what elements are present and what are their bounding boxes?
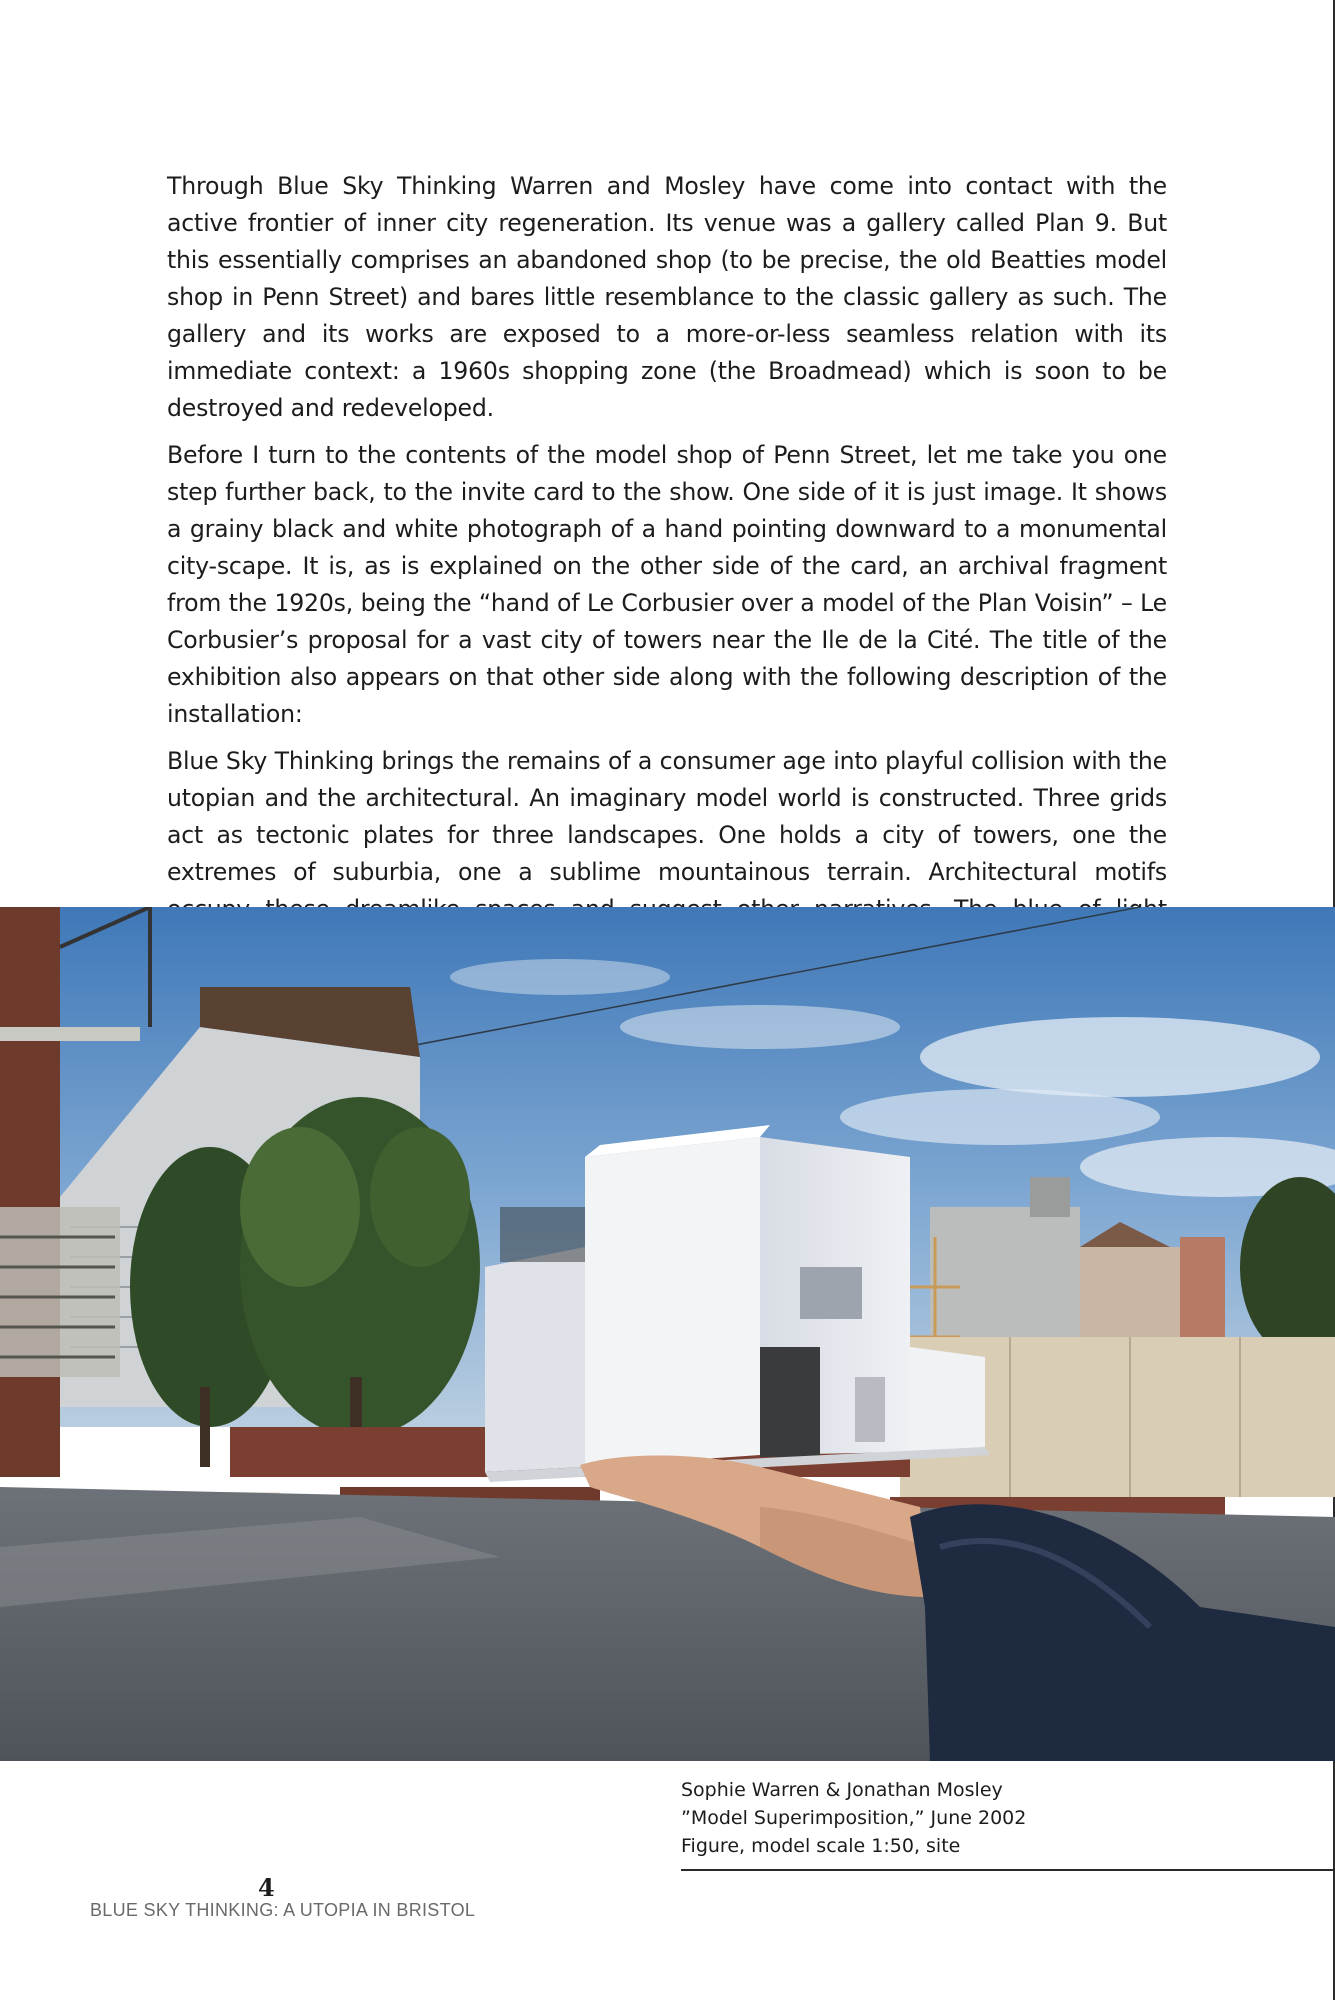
cloud [840,1089,1160,1145]
paragraph-1: Through Blue Sky Thinking Warren and Mosley have come into contact with the active frontier of inner city regeneration. Its venue was a gallery called Plan 9. But this essentially comprises an abandoned shop (to be precise, the old Beatties model shop in Penn Street) and bares little resemblance to the classic gallery as such. The gallery and its works are exposed to a more-or-less seamless relation with its immediate context: a 1960s shopping zone (the Broadmead) which is soon to be destroyed and redeveloped. [167,172,1167,422]
page-number: 4 [258,1873,275,1902]
paragraph-3: Blue Sky Thinking brings the remains of a consumer age into playful collision with the utopian and the architectural. An imaginary model world is constructed. Three grids act as tectonic plates for three landscapes. One holds a city of towers, one the extremes of suburbia, one a sublime mountainous terrain. Architectural motifs [167,747,1167,886]
body-text [167,168,1167,1012]
caption-rule [681,1869,1335,1871]
cloud [920,1017,1320,1097]
paragraph-2: Before I turn to the contents of the model shop of Penn Street, let me take you one step further back, to the invite card to the show. One side of it is just image. It shows a grainy black and white photograph of a hand pointing downward to a monumental city-scape. It is, as is explained on the other side of the card, an archival fragment from the 1920s, being the “hand of Le Corbusier over a model of the Plan Voisin” – Le Corbusier’s proposal for a vast city of towers near the Ile de la Cité. The title of the exhibition also appears on that other side along with the following description of the installation: [167,441,1167,728]
cloud [620,1005,900,1049]
caption-title: ”Model Superimposition,” June 2002 [681,1807,1027,1829]
brick-building [0,907,60,1477]
model-superimposition-photo [0,907,1335,1761]
caption-artists: Sophie Warren & Jonathan Mosley [681,1779,1003,1801]
running-title: BLUE SKY THINKING: A UTOPIA IN BRISTOL [90,1900,476,1920]
caption-details: Figure, model scale 1:50, site [681,1835,961,1857]
photo-caption [681,1776,1241,1860]
cloud [450,959,670,995]
